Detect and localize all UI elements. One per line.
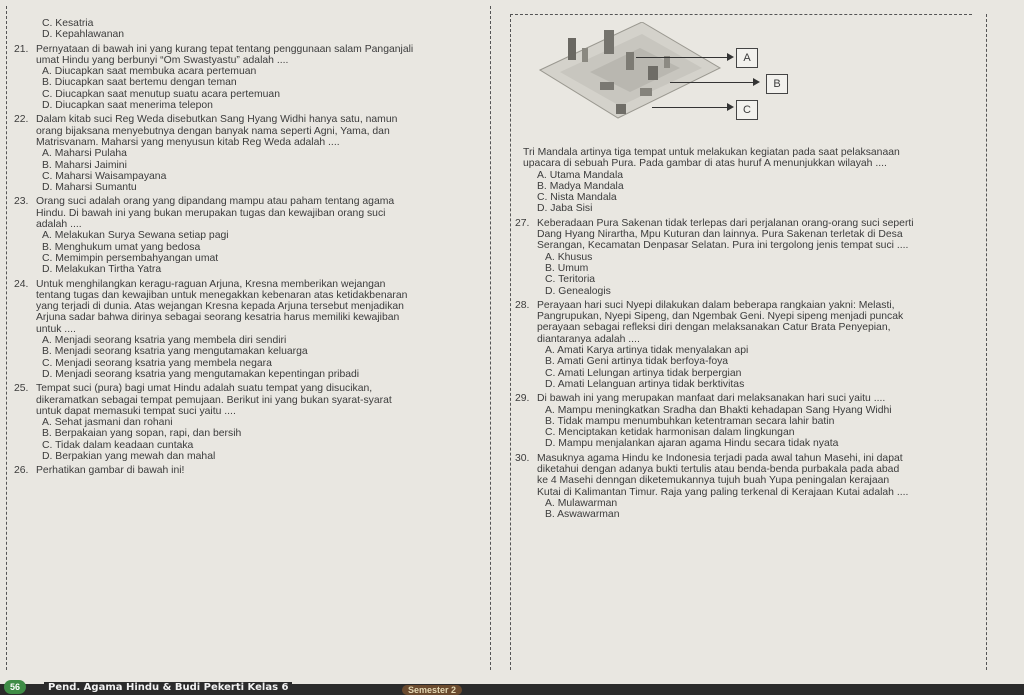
option-b: B. Maharsi Jaimini (42, 159, 127, 171)
left-column (14, 18, 482, 477)
option-a: A. Utama Mandala (537, 169, 624, 181)
left-border (6, 6, 7, 670)
question-text: Pangrupukan, Nyepi Sipeng, dan Ngembak Geni. Nyepi sipeng menjadi puncak (537, 311, 904, 323)
option-a: A. Melakukan Surya Sewana setiap pagi (42, 230, 229, 242)
option-line: D. Kepahlawanan (42, 29, 125, 41)
question-text: diketahui dengan adanya bukti tertulis atau benda-benda purbakala pada abad (537, 464, 900, 476)
right-column (515, 147, 973, 521)
temple-illustration (530, 22, 730, 130)
option-d: D. Melakukan Tirtha Yatra (42, 264, 162, 276)
question-text: tentang tugas dan kewajiban untuk menegakkan kebenaran atas ketidakbenaran (36, 289, 408, 301)
top-border (510, 14, 972, 15)
question-number: 25. (14, 383, 29, 395)
question-text: Kutai di Kalimantan Timur. Raja yang paling terkenal di Kerajaan Kutai adalah .... (537, 486, 909, 498)
question-21 (14, 44, 482, 112)
question-text: adalah .... (36, 219, 82, 231)
question-text: umat Hindu yang berbunyi “Om Swastyastu” adalah .... (36, 54, 289, 66)
question-number: 29. (515, 393, 530, 405)
question-text: upacara di sebuah Pura. Pada gambar di atas huruf A menunjukkan wilayah .... (523, 158, 887, 170)
question-text: untuk .... (36, 323, 76, 335)
option-a: A. Amati Karya artinya tidak menyalakan api (545, 345, 749, 357)
option-b: B. Amati Geni artinya tidak berfoya-foya (545, 356, 729, 368)
question-text: Di bawah ini yang merupakan manfaat dari melaksanakan hari suci yaitu .... (537, 393, 886, 405)
option-b: B. Madya Mandala (537, 180, 624, 192)
question-28 (515, 300, 973, 390)
question-text: Tempat suci (pura) bagi umat Hindu adalah suatu tempat yang disucikan, (36, 383, 373, 395)
option-a: A. Mampu meningkatkan Sradha dan Bhakti kehadapan Sang Hyang Widhi (545, 404, 892, 416)
question-number: 28. (515, 299, 530, 311)
question-text: untuk dapat memasuki tempat suci yaitu .... (36, 405, 236, 417)
option-b: B. Umum (545, 262, 589, 274)
option-c: C. Menjadi seorang ksatria yang membela negara (42, 357, 272, 369)
option-d: D. Diucapkan saat menerima telepon (42, 100, 213, 112)
question-27 (515, 218, 973, 297)
question-30 (515, 453, 973, 521)
option-c: C. Maharsi Waisampayana (42, 170, 167, 182)
question-text: Masuknya agama Hindu ke Indonesia terjadi pada awal tahun Masehi, ini dapat (537, 452, 903, 464)
option-b: B. Tidak mampu menumbuhkan ketentraman secara lahir batin (545, 415, 835, 427)
option-d: D. Amati Lelanguan artinya tidak berktivitas (545, 378, 745, 390)
question-text: Arjuna sadar bahwa dirinya sebagai seorang kesatria harus memiliki kewajiban (36, 312, 400, 324)
question-text: Dang Hyang Nirartha, Mpu Kuturan dan lainnya. Pura Sakenan terletak di Desa (537, 229, 903, 241)
question-text: Keberadaan Pura Sakenan tidak terlepas dari perjalanan orang-orang suci seperti (537, 217, 914, 229)
option-b: B. Berpakaian yang sopan, rapi, dan bersih (42, 428, 242, 440)
page-number-badge: 56 (4, 680, 26, 694)
label-a: A (736, 48, 758, 68)
question-text: Dalam kitab suci Reg Weda disebutkan Sang Hyang Widhi hanya satu, namun (36, 114, 398, 126)
semester-badge: Semester 2 (402, 685, 462, 695)
option-b: B. Menjadi seorang ksatria yang mengutamakan keluarga (42, 346, 308, 358)
question-text: Untuk menghilangkan keragu-raguan Arjuna, Kresna memberikan wejangan (36, 278, 386, 290)
option-c: C. Nista Mandala (537, 192, 617, 204)
question-text: Perayaan hari suci Nyepi dilakukan dalam beberapa rangkaian yakni: Melasti, (537, 299, 895, 311)
option-a: A. Diucapkan saat membuka acara pertemuan (42, 66, 257, 78)
option-a: A. Menjadi seorang ksatria yang membela diri sendiri (42, 335, 287, 347)
question-number: 21. (14, 43, 29, 55)
option-a: A. Mulawarman (545, 497, 618, 509)
option-a: A. Khusus (545, 251, 593, 263)
question-number: 22. (14, 114, 29, 126)
option-c: C. Diucapkan saat menutup suatu acara pertemuan (42, 88, 280, 100)
question-text: Matrisvanam. Maharsi yang menyusun kitab Reg Weda adalah .... (36, 136, 340, 148)
option-c: C. Amati Lelungan artinya tidak berpergian (545, 367, 742, 379)
option-c: C. Memimpin persembahyangan umat (42, 252, 219, 264)
option-c: C. Tidak dalam keadaan cuntaka (42, 439, 194, 451)
book-title: Pend. Agama Hindu & Budi Pekerti Kelas 6 (44, 682, 292, 693)
option-d: D. Maharsi Sumantu (42, 182, 137, 194)
question-number: 26. (14, 465, 29, 477)
option-d: D. Genealogis (545, 285, 611, 297)
question-23 (14, 196, 482, 275)
column-divider (490, 6, 491, 670)
question-number: 27. (515, 217, 530, 229)
option-line: C. Kesatria (42, 18, 94, 29)
label-c: C (736, 100, 758, 120)
question-26 (14, 465, 482, 476)
option-d: D. Berpakian yang mewah dan mahal (42, 450, 216, 462)
option-a: A. Maharsi Pulaha (42, 148, 127, 160)
page-footer (0, 677, 1024, 695)
option-d: D. Menjadi seorang ksatria yang mengutamakan kepentingan pribadi (42, 368, 360, 380)
tri-mandala-diagram (530, 22, 800, 130)
question-text: Perhatikan gambar di bawah ini! (36, 465, 185, 477)
question-text: ke 4 Masehi denngan diketemukannya tujuh buah Yupa peningalan kerajaan (537, 475, 890, 487)
question-25 (14, 383, 482, 462)
question-number: 30. (515, 452, 530, 464)
arrow-b (670, 82, 758, 83)
question-29 (515, 393, 973, 449)
question-22 (14, 114, 482, 193)
option-d: D. Jaba Sisi (537, 203, 593, 215)
option-b: B. Aswawarman (545, 509, 620, 521)
arrow-c (652, 107, 732, 108)
arrow-a (636, 57, 732, 58)
question-number: 24. (14, 278, 29, 290)
option-d: D. Mampu menjalankan ajaran agama Hindu secara tidak nyata (545, 438, 839, 450)
question-text: Pernyataan di bawah ini yang kurang tepat tentang penggunaan salam Panganjali (36, 43, 414, 55)
option-c: C. Menciptakan ketidak harmonisan dalam lingkungan (545, 427, 795, 439)
question-text: dikeramatkan sebagai tempat pemujaan. Berikut ini yang bukan syarat-syarat (36, 394, 392, 406)
question-26-continued (515, 147, 973, 215)
question-text: yang terjadi di dunia. Atas wejangan Kresna kepada Arjuna tersebut menjadikan (36, 301, 404, 313)
question-text: diantaranya adalah .... (537, 333, 640, 345)
question-text: Hindu. Di bawah ini yang bukan merupakan tugas dan kewajiban orang suci (36, 207, 386, 219)
label-b: B (766, 74, 788, 94)
question-text: Tri Mandala artinya tiga tempat untuk melakukan kegiatan pada saat pelaksanaan (523, 147, 900, 158)
question-text: orang bijaksana menyebutnya dengan banyak nama seperti Agni, Yama, dan (36, 125, 390, 137)
option-b: B. Menghukum umat yang bedosa (42, 241, 201, 253)
option-a: A. Sehat jasmani dan rohani (42, 417, 173, 429)
column-divider-right (510, 14, 511, 670)
question-text: perayaan sebagai refleksi diri dengan melaksanakan Catur Brata Penyepian, (537, 322, 891, 334)
question-number: 23. (14, 196, 29, 208)
option-c: C. Teritoria (545, 274, 596, 286)
question-text: Serangan, Kecamatan Denpasar Selatan. Pura ini tergolong jenis tempat suci .... (537, 240, 909, 252)
question-text: Orang suci adalah orang yang dipandang mampu atau paham tentang agama (36, 196, 395, 208)
right-border (986, 14, 987, 670)
question-24 (14, 279, 482, 381)
option-b: B. Diucapkan saat bertemu dengan teman (42, 77, 237, 89)
